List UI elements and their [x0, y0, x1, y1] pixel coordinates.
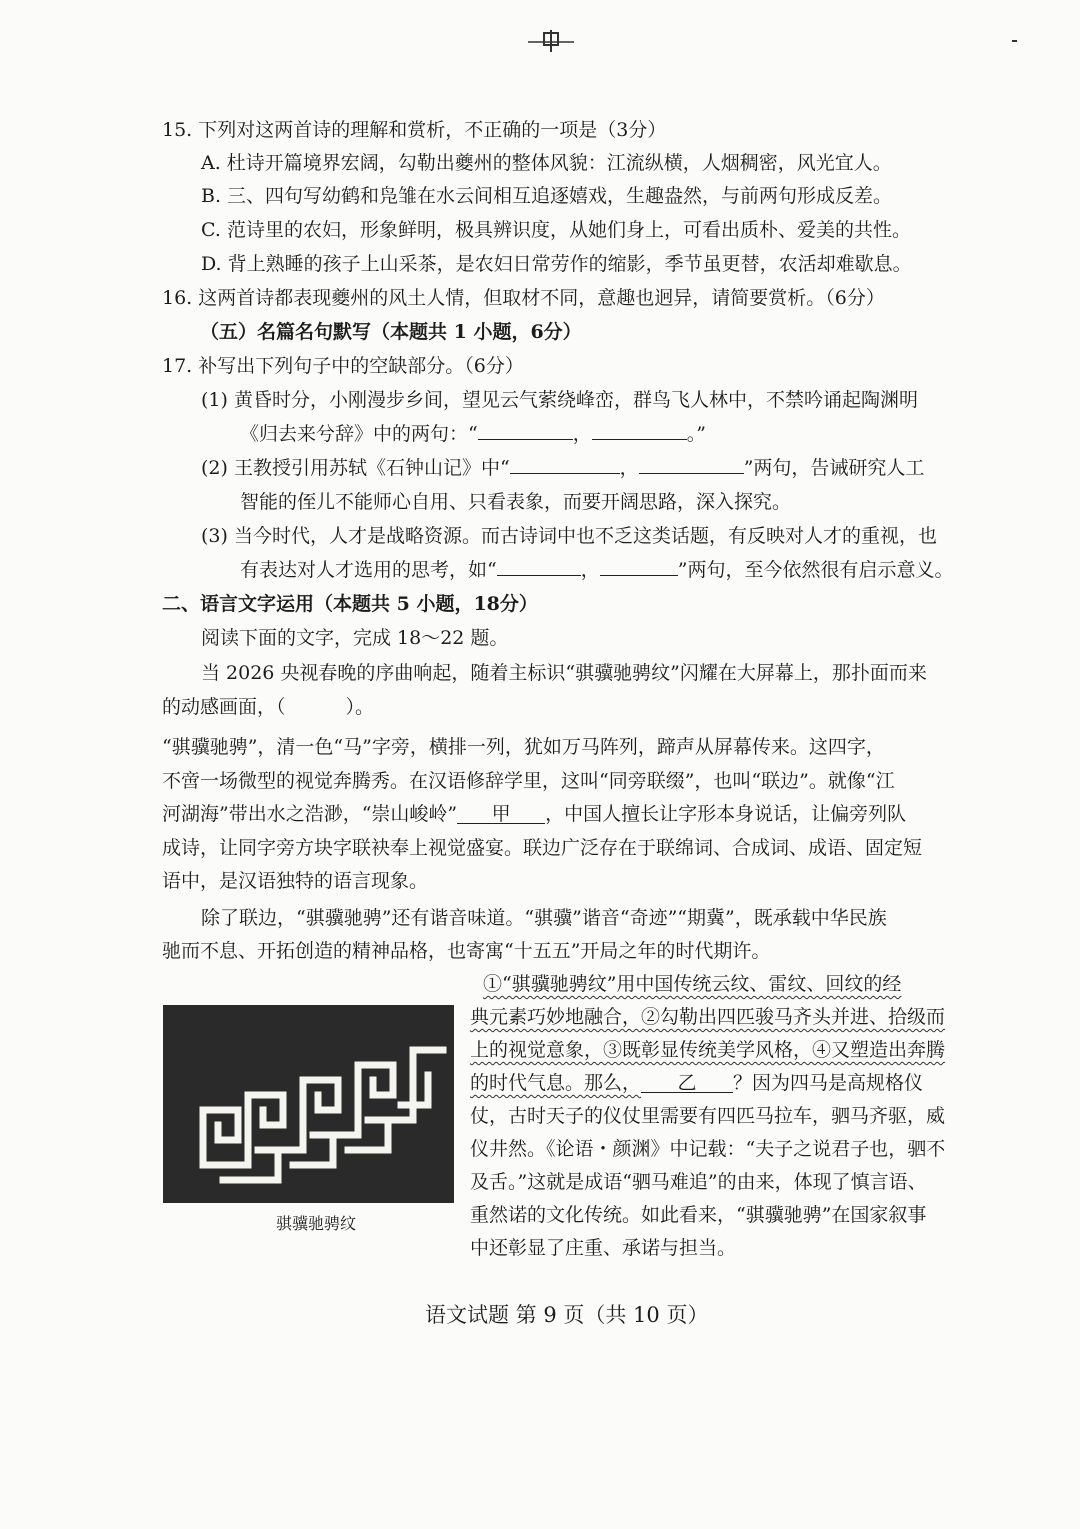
pattern-figure: [163, 1005, 454, 1203]
passage-p4-line7: 及舌。”这就是成语“驷马难追”的由来，体现了慎言语、: [470, 1171, 927, 1193]
q17-part2-line2: 智能的侄儿不能师心自用、只看表象，而要开阔思路，深入探究。: [240, 491, 792, 513]
q17-part1-comma: ，: [572, 423, 592, 445]
answer-blank[interactable]: [600, 557, 678, 576]
passage-p4-line3: 上的视觉意象，③既彰显传统美学风格，④又塑造出奔腾: [470, 1039, 946, 1061]
passage-p2-line3: [162, 801, 906, 827]
reading-intro: 阅读下面的文字，完成 18～22 题。: [201, 627, 509, 649]
passage-p2-line1: “骐骥驰骋”，清一色“马”字旁，横排一列，犹如万马阵列，蹄声从屏幕传来。这四字，: [162, 736, 885, 758]
section-2-heading: 二、语言文字运用（本题共 5 小题，18分）: [162, 593, 538, 615]
q17-part3-line1: (3) 当今时代，人才是战略资源。而古诗词中也不乏这类话题，有反映对人才的重视，也: [201, 525, 937, 547]
q17-part2-line1: [201, 455, 924, 481]
passage-p3-line1: 除了联边，“骐骥驰骋”还有谐音味道。“骐骥”谐音“奇迹”“期冀”，既承载中华民族: [201, 907, 887, 929]
q17-part3-text: 有表达对人才选用的思考，如“: [240, 559, 497, 581]
passage-p1-text: 的动感画面，（: [162, 696, 286, 718]
q17-part2-text: (2) 王教授引用苏轼《石钟山记》中“: [201, 457, 510, 479]
header-mark-icon: [528, 30, 574, 52]
passage-p4-line8: 重然诺的文化传统。如此看来，“骐骥驰骋”在国家叙事: [470, 1204, 927, 1226]
passage-p4-line4: [470, 1070, 923, 1096]
q15-option-c: C. 范诗里的农妇，形象鲜明，极具辨识度，从她们身上，可看出质朴、爱美的共性。: [201, 219, 911, 241]
passage-p2-text-cont: ，中国人擅长让字形本身说话，让偏旁列队: [545, 803, 907, 825]
section-5-heading: （五）名篇名句默写（本题共 1 小题，6分）: [200, 321, 582, 343]
scan-mark: [1012, 40, 1017, 42]
passage-p1-end: ）。: [345, 696, 375, 718]
passage-p4-text-cont: ？因为四马是高规格仪: [733, 1072, 924, 1094]
passage-p1-line2: [162, 694, 374, 720]
passage-p2-text: 河湖海”带出水之浩渺，“崇山峻岭”: [162, 803, 458, 825]
answer-blank[interactable]: [592, 421, 687, 440]
blank-jia-label: 甲: [491, 803, 511, 825]
qiji-pattern-icon: [163, 1005, 454, 1203]
blank-yi[interactable]: [641, 1070, 733, 1093]
q15-option-d: D. 背上熟睡的孩子上山采茶，是农妇日常劳作的缩影，季节虽更替，农活却难歇息。: [201, 253, 912, 275]
passage-p4-line5: 仗，古时天子的仪仗里需要有四匹马拉车，驷马齐驱，威: [470, 1105, 946, 1127]
q17-part1-end: 。”: [686, 423, 706, 445]
q15-option-b: B. 三、四句写幼鹤和凫雏在水云间相互追逐嬉戏，生趣盎然，与前两句形成反差。: [201, 185, 893, 207]
q17-stem: 17. 补写出下列句子中的空缺部分。（6分）: [162, 355, 524, 377]
q17-part3-comma: ，: [580, 559, 600, 581]
figure-caption: 骐骥驰骋纹: [276, 1214, 357, 1233]
q15-option-a: A. 杜诗开篇境界宏阔，勾勒出夔州的整体风貌：江流纵横，人烟稠密，风光宜人。: [201, 152, 892, 174]
answer-blank[interactable]: [510, 455, 620, 474]
q17-part2-comma: ，: [619, 457, 639, 479]
q17-part1-text: 《归去来兮辞》中的两句：“: [240, 423, 478, 445]
answer-blank[interactable]: [478, 421, 573, 440]
q17-part2-end: ”两句，告诫研究人工: [743, 457, 925, 479]
passage-p1-line1: 当 2026 央视春晚的序曲响起，随着主标识“骐骥驰骋纹”闪耀在大屏幕上，那扑面而来: [201, 662, 927, 684]
passage-p4-line2: 典元素巧妙地融合，②勾勒出四匹骏马齐头并进、拾级而: [470, 1006, 946, 1028]
passage-p3-line2: 驰而不息、开拓创造的精神品格，也寄寓“十五五”开局之年的时代期许。: [162, 940, 771, 962]
passage-p4-line9: 中还彰显了庄重、承诺与担当。: [470, 1237, 737, 1259]
passage-p2-line4: 成诗，让同字旁方块字联袂奉上视觉盛宴。联边广泛存在于联绵词、合成词、成语、固定短: [162, 837, 923, 859]
q15-stem: 15. 下列对这两首诗的理解和赏析，不正确的一项是（3分）: [162, 119, 667, 141]
q17-part3-line2: [240, 557, 953, 583]
blank-yi-label: 乙: [677, 1072, 697, 1094]
q17-part3-end: ”两句，至今依然很有启示意义。: [677, 559, 954, 581]
answer-blank[interactable]: [497, 557, 581, 576]
q17-part1-line2: [240, 421, 706, 447]
passage-p4-text: 的时代气息。那么，: [470, 1072, 642, 1094]
passage-p4-line6: 仪井然。《论语・颜渊》中记载：“夫子之说君子也，驷不: [470, 1138, 946, 1160]
blank-jia[interactable]: [457, 801, 545, 824]
answer-blank[interactable]: [639, 455, 744, 474]
passage-p2-line5: 语中，是汉语独特的语言现象。: [162, 870, 429, 892]
passage-p2-line2: 不啻一场微型的视觉奔腾秀。在汉语修辞学里，这叫“同旁联缀”，也叫“联边”。就像“江: [162, 770, 895, 792]
q17-part1-line1: (1) 黄昏时分，小刚漫步乡间，望见云气萦绕峰峦，群鸟飞人林中，不禁吟诵起陶渊明: [201, 389, 918, 411]
page-footer: 语文试题 第 9 页（共 10 页）: [425, 1303, 709, 1327]
passage-p4-line1: ①“骐骥驰骋纹”用中国传统云纹、雷纹、回纹的经: [483, 973, 902, 995]
q16-stem: 16. 这两首诗都表现夔州的风土人情，但取材不同，意趣也迥异，请简要赏析。（6分）: [162, 287, 885, 309]
